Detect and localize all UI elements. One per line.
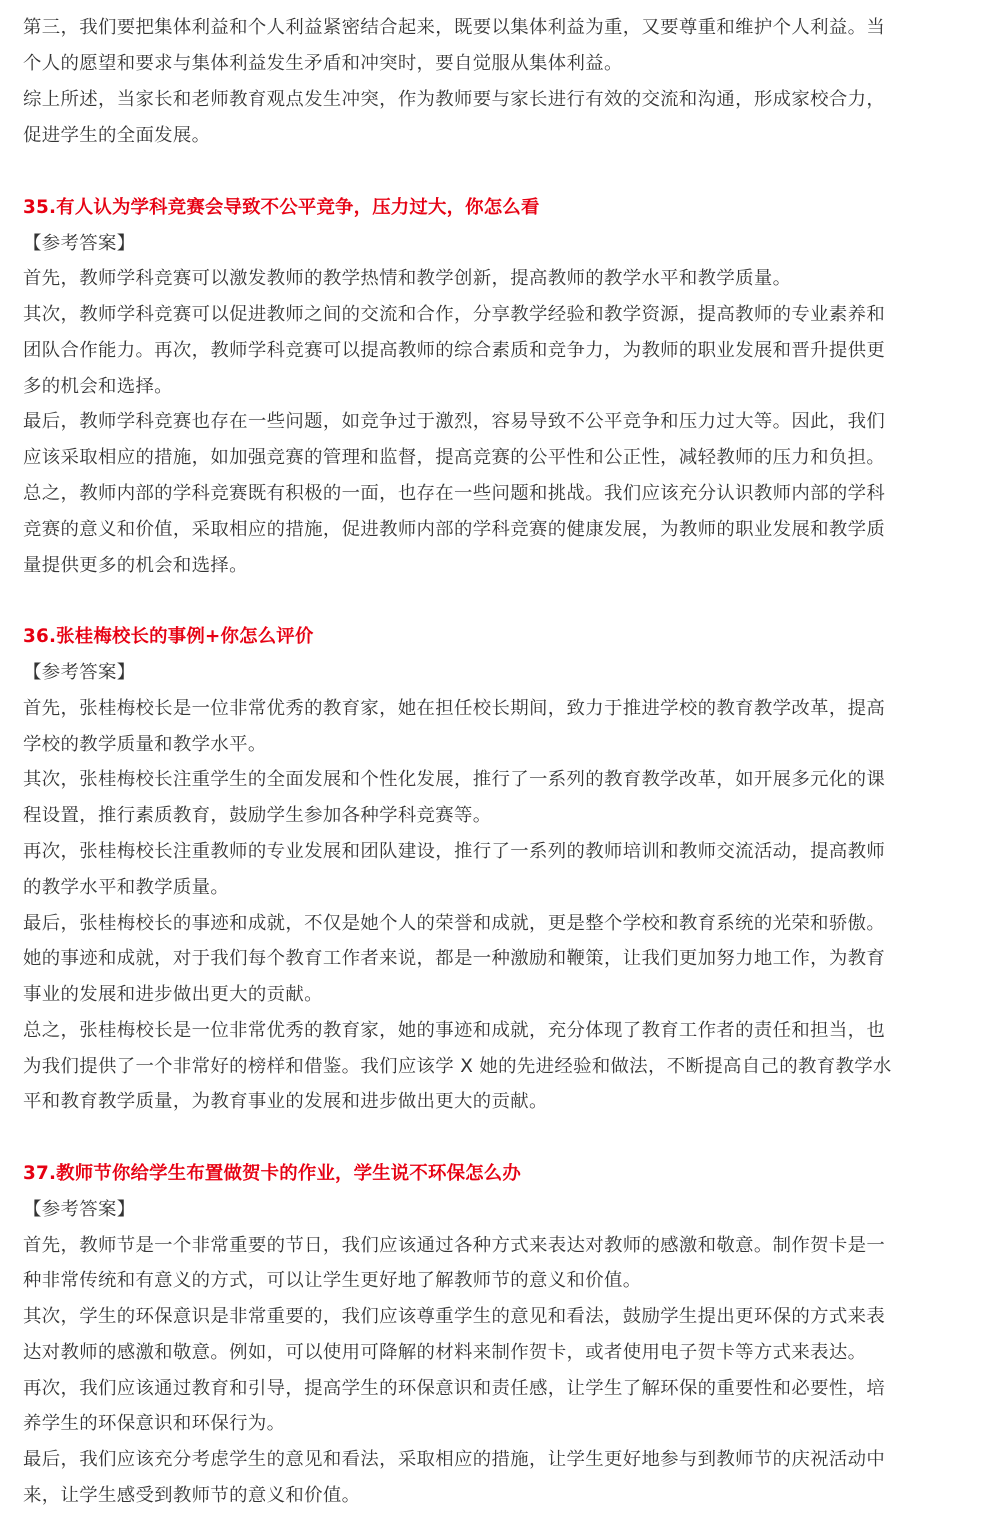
question-36-reference-label: 【参考答案】 (23, 662, 136, 683)
answer-line: 为我们提供了一个非常好的榜样和借鉴。我们应该学 X 她的先进经验和做法，不断提高自己的教育教学水 (23, 1056, 892, 1077)
answer-line: 其次，教师学科竞赛可以促进教师之间的交流和合作，分享教学经验和教学资源，提高教师的专业素养和 (23, 304, 886, 325)
answer-line: 多的机会和选择。 (23, 376, 173, 397)
intro-line: 综上所述，当家长和老师教育观点发生冲突，作为教师要与家长进行有效的交流和沟通，形成家校合力， (23, 89, 886, 110)
answer-line: 最后，张桂梅校长的事迹和成就，不仅是她个人的荣誉和成就，更是整个学校和教育系统的光荣和骄傲。 (23, 913, 886, 934)
question-35-reference-label: 【参考答案】 (23, 233, 136, 254)
answer-line: 团队合作能力。再次，教师学科竞赛可以提高教师的综合素质和竞争力，为教师的职业发展和晋升提供更 (23, 340, 886, 361)
question-36-title: 36.张桂梅校长的事例+你怎么评价 (23, 626, 314, 647)
answer-line: 达对教师的感激和敬意。例如，可以使用可降解的材料来制作贺卡，或者使用电子贺卡等方式来表达。 (23, 1342, 867, 1363)
answer-line: 平和教育教学质量，为教育事业的发展和进步做出更大的贡献。 (23, 1091, 548, 1112)
answer-line: 首先，教师节是一个非常重要的节日，我们应该通过各种方式来表达对教师的感激和敬意。制作贺卡是一 (23, 1235, 886, 1256)
question-37-reference-label: 【参考答案】 (23, 1199, 136, 1220)
answer-line: 程设置，推行素质教育，鼓励学生参加各种学科竞赛等。 (23, 805, 492, 826)
answer-line: 种非常传统和有意义的方式，可以让学生更好地了解教师节的意义和价值。 (23, 1270, 642, 1291)
answer-line: 应该采取相应的措施，如加强竞赛的管理和监督，提高竞赛的公平性和公正性，减轻教师的压力和负担。 (23, 447, 886, 468)
answer-line: 再次，我们应该通过教育和引导，提高学生的环保意识和责任感，让学生了解环保的重要性和必要性，培 (23, 1378, 886, 1399)
intro-line: 第三，我们要把集体利益和个人利益紧密结合起来，既要以集体利益为重，又要尊重和维护个人利益。当 (23, 17, 886, 38)
question-37-title: 37.教师节你给学生布置做贺卡的作业，学生说不环保怎么办 (23, 1163, 521, 1184)
answer-line: 竞赛的意义和价值，采取相应的措施，促进教师内部的学科竞赛的健康发展，为教师的职业发展和教学质 (23, 519, 886, 540)
answer-line: 事业的发展和进步做出更大的贡献。 (23, 984, 323, 1005)
question-35-title: 35.有人认为学科竞赛会导致不公平竞争，压力过大，你怎么看 (23, 197, 540, 218)
answer-line: 首先，教师学科竞赛可以激发教师的教学热情和教学创新，提高教师的教学水平和教学质量。 (23, 268, 792, 289)
answer-line: 的教学水平和教学质量。 (23, 877, 230, 898)
answer-line: 最后，教师学科竞赛也存在一些问题，如竞争过于激烈，容易导致不公平竞争和压力过大等。因此，我们 (23, 411, 886, 432)
answer-line: 养学生的环保意识和环保行为。 (23, 1413, 286, 1434)
answer-line: 首先，张桂梅校长是一位非常优秀的教育家，她在担任校长期间，致力于推进学校的教育教学改革，提高 (23, 698, 886, 719)
answer-line: 来，让学生感受到教师节的意义和价值。 (23, 1485, 361, 1506)
answer-line: 总之，张桂梅校长是一位非常优秀的教育家，她的事迹和成就，充分体现了教育工作者的责任和担当，也 (23, 1020, 886, 1041)
answer-line: 学校的教学质量和教学水平。 (23, 734, 267, 755)
answer-line: 总之，教师内部的学科竞赛既有积极的一面，也存在一些问题和挑战。我们应该充分认识教师内部的学科 (23, 483, 886, 504)
answer-line: 再次，张桂梅校长注重教师的专业发展和团队建设，推行了一系列的教师培训和教师交流活动，提高教师 (23, 841, 886, 862)
answer-line: 量提供更多的机会和选择。 (23, 555, 248, 576)
answer-line: 其次，学生的环保意识是非常重要的，我们应该尊重学生的意见和看法，鼓励学生提出更环保的方式来表 (23, 1306, 886, 1327)
answer-line: 她的事迹和成就，对于我们每个教育工作者来说，都是一种激励和鞭策，让我们更加努力地工作，为教育 (23, 948, 886, 969)
answer-line: 其次，张桂梅校长注重学生的全面发展和个性化发展，推行了一系列的教育教学改革，如开展多元化的课 (23, 769, 886, 790)
intro-line: 个人的愿望和要求与集体利益发生矛盾和冲突时，要自觉服从集体利益。 (23, 53, 623, 74)
intro-line: 促进学生的全面发展。 (23, 125, 211, 146)
answer-line: 最后，我们应该充分考虑学生的意见和看法，采取相应的措施，让学生更好地参与到教师节的庆祝活动中 (23, 1449, 886, 1470)
